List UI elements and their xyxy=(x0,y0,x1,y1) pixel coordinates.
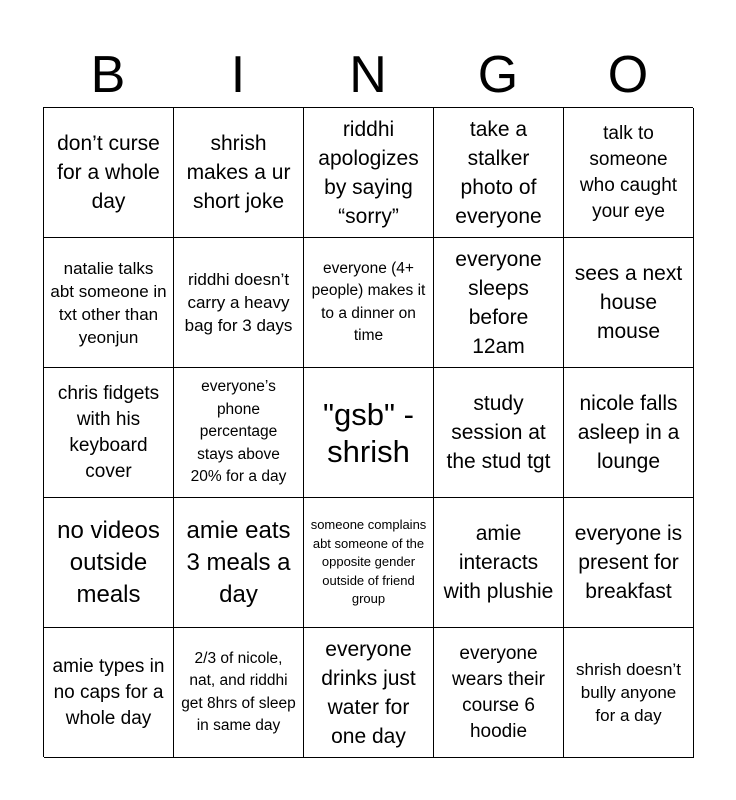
bingo-cell-text: talk to someone who caught your eye xyxy=(579,122,678,222)
bingo-cell-text: take a stalker photo of everyone xyxy=(455,117,542,228)
bingo-cell-r3c4[interactable] xyxy=(434,368,564,498)
bingo-cell-r2c1[interactable] xyxy=(44,238,174,368)
bingo-cell-r5c1[interactable] xyxy=(44,628,174,758)
bingo-cell-r3c2[interactable] xyxy=(174,368,304,498)
bingo-cell-r5c4[interactable] xyxy=(434,628,564,758)
free-space-text: "gsb" -shrish xyxy=(323,396,414,469)
bingo-cell-text: everyone drinks just water for one day xyxy=(321,637,416,748)
bingo-cell-text: study session at the stud tgt xyxy=(446,392,551,473)
bingo-cell-r4c3[interactable] xyxy=(304,498,434,628)
bingo-cell-text: amie eats 3 meals a day xyxy=(186,516,291,608)
bingo-cell-r2c2[interactable] xyxy=(174,238,304,368)
bingo-cell-r1c2[interactable] xyxy=(174,108,304,238)
bingo-cell-r1c1[interactable] xyxy=(44,108,174,238)
bingo-board xyxy=(43,107,693,757)
bingo-cell-text: someone complains abt someone of the opposite gender outside of friend group xyxy=(310,517,427,607)
bingo-cell-text: shrish makes a ur short joke xyxy=(186,132,291,213)
bingo-cell-r2c3[interactable] xyxy=(304,238,434,368)
bingo-cell-text: everyone’s phone percentage stays above 20% for a day xyxy=(190,378,287,486)
bingo-cell-text: everyone sleeps before 12am xyxy=(455,247,542,358)
bingo-cell-text: nicole falls asleep in a lounge xyxy=(577,392,680,473)
header-letter-g: G xyxy=(477,46,519,104)
bingo-cell-r4c4[interactable] xyxy=(434,498,564,628)
bingo-cell-r3c5[interactable] xyxy=(564,368,694,498)
bingo-cell-text: everyone (4+ people) makes it to a dinner on time xyxy=(311,259,426,344)
bingo-cell-text: chris fidgets with his keyboard cover xyxy=(57,382,160,482)
bingo-cell-r4c1[interactable] xyxy=(44,498,174,628)
bingo-cell-r4c2[interactable] xyxy=(174,498,304,628)
header-letter-b: B xyxy=(90,46,126,104)
bingo-cell-text: no videos outside meals xyxy=(57,516,160,608)
bingo-cell-text: riddhi doesn’t carry a heavy bag for 3 days xyxy=(184,270,293,335)
bingo-cell-r1c5[interactable] xyxy=(564,108,694,238)
header-letter-n: N xyxy=(349,46,387,104)
bingo-cell-r3c1[interactable] xyxy=(44,368,174,498)
bingo-cell-text: everyone wears their course 6 hoodie xyxy=(452,642,545,742)
bingo-cell-text: don’t curse for a whole day xyxy=(57,132,160,213)
bingo-cell-text: riddhi apologizes by saying “sorry” xyxy=(318,117,419,228)
bingo-cell-r1c4[interactable] xyxy=(434,108,564,238)
bingo-cell-r2c5[interactable] xyxy=(564,238,694,368)
header-letter-o: O xyxy=(607,46,649,104)
header-letter-i: I xyxy=(230,46,246,104)
bingo-cell-text: everyone is present for breakfast xyxy=(574,522,683,603)
bingo-cell-text: sees a next house mouse xyxy=(574,262,683,343)
bingo-cell-r2c4[interactable] xyxy=(434,238,564,368)
bingo-cell-text: shrish doesn’t bully anyone for a day xyxy=(576,660,681,725)
bingo-cell-text: natalie talks abt someone in txt other than yeonjun xyxy=(50,258,167,347)
bingo-cell-text: amie types in no caps for a whole day xyxy=(52,655,165,729)
bingo-cell-free[interactable] xyxy=(304,368,434,498)
bingo-cell-text: amie interacts with plushie xyxy=(443,522,554,603)
bingo-header xyxy=(43,44,693,106)
bingo-cell-text: 2/3 of nicole, nat, and riddhi get 8hrs of sleep in same day xyxy=(181,649,296,734)
bingo-cell-r4c5[interactable] xyxy=(564,498,694,628)
bingo-cell-r5c2[interactable] xyxy=(174,628,304,758)
bingo-cell-r5c5[interactable] xyxy=(564,628,694,758)
bingo-cell-r1c3[interactable] xyxy=(304,108,434,238)
bingo-cell-r5c3[interactable] xyxy=(304,628,434,758)
